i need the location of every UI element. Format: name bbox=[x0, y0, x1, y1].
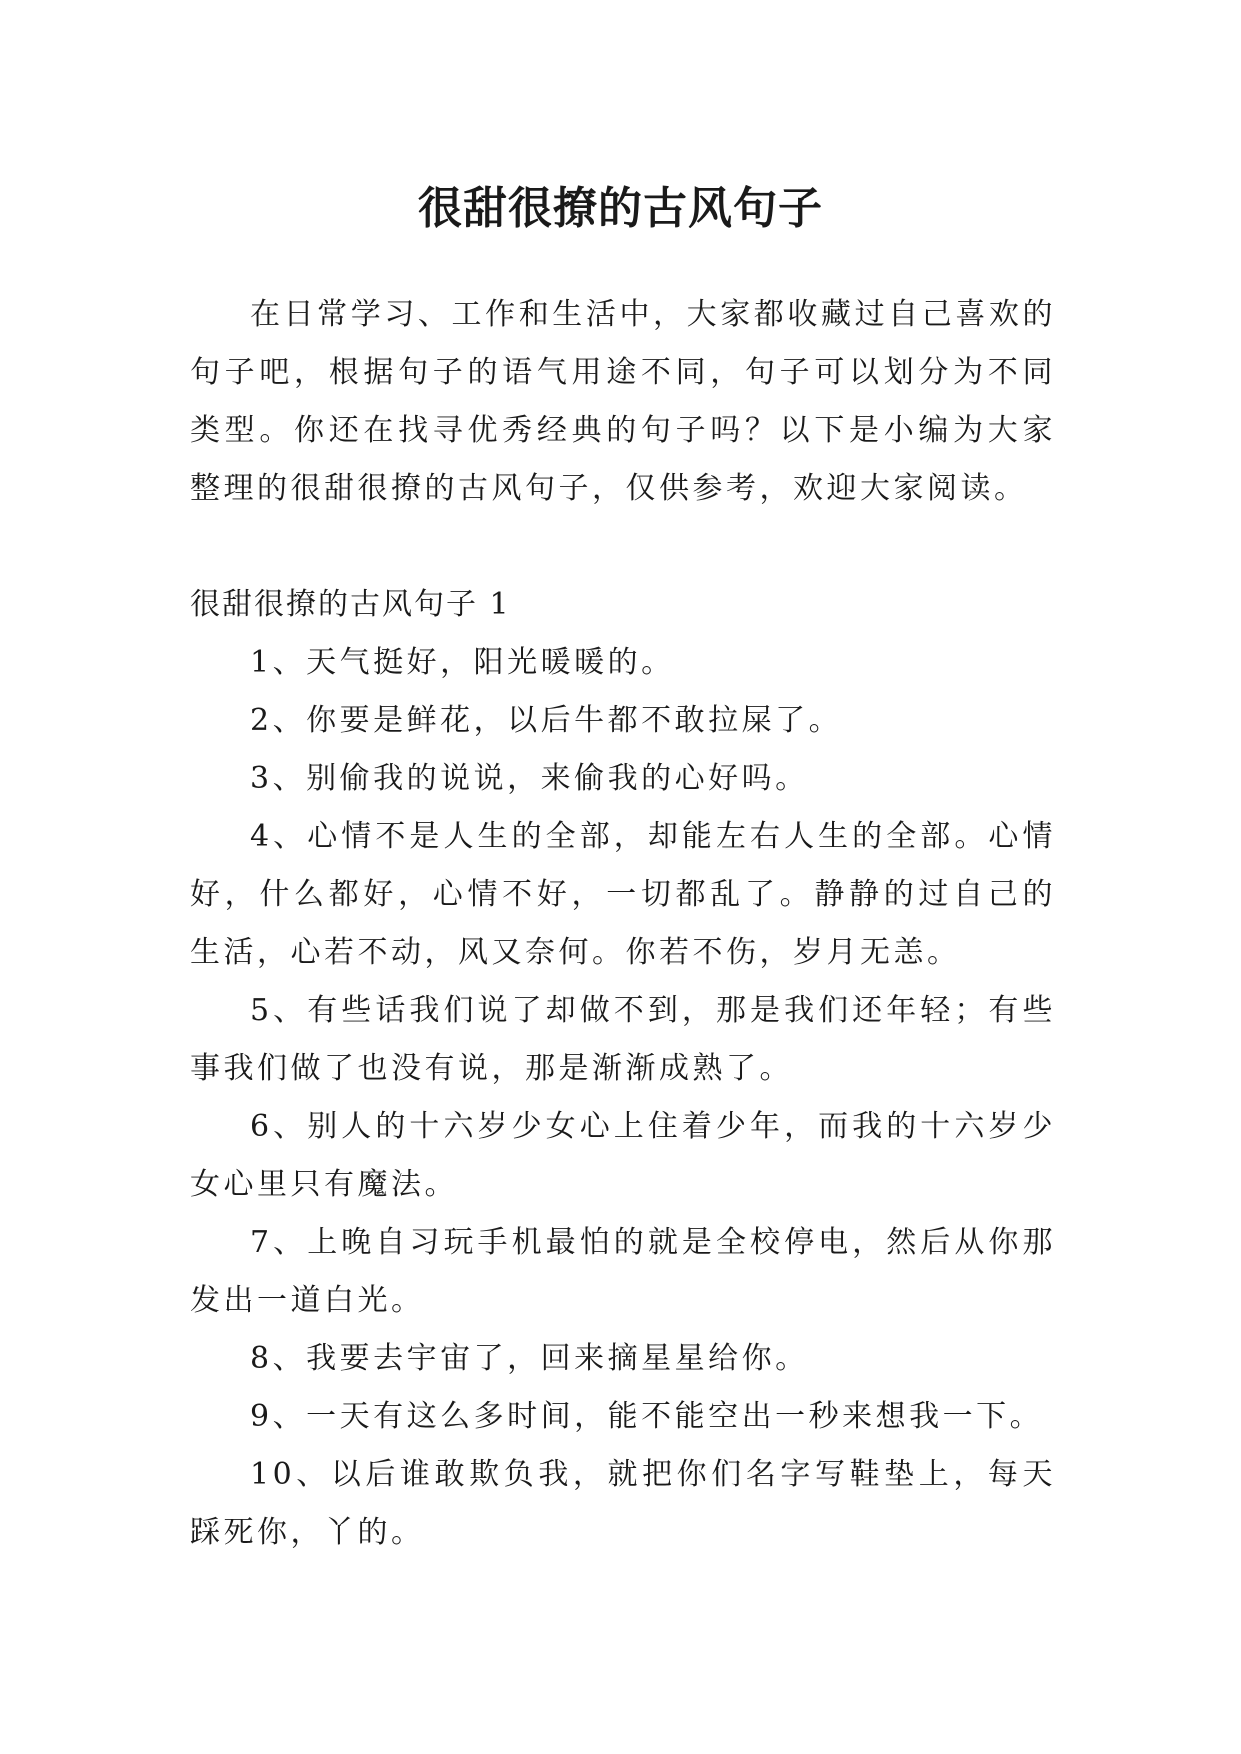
list-item: 2、你要是鲜花，以后牛都不敢拉屎了。 bbox=[250, 703, 843, 738]
intro-paragraph: 在日常学习、工作和生活中，大家都收藏过自己喜欢的句子吧，根据句子的语气用途不同，句子可以划分为不同类型。你还在找寻优秀经典的句子吗？以下是小编为大家整理的很甜很撩的古风句子，仅供参考，欢迎大家阅读。 bbox=[190, 297, 1056, 506]
document-title: 很甜很撩的古风句子 bbox=[418, 183, 823, 235]
list-item: 5、有些话我们说了却做不到，那是我们还年轻；有些事我们做了也没有说，那是渐渐成熟了。 bbox=[190, 993, 1056, 1086]
list-item: 8、我要去宇宙了，回来摘星星给你。 bbox=[250, 1341, 809, 1376]
list-item: 4、心情不是人生的全部，却能左右人生的全部。心情好，什么都好，心情不好，一切都乱了。静静的过自己的生活，心若不动，风又奈何。你若不伤，岁月无恙。 bbox=[190, 819, 1056, 970]
section-heading: 很甜很撩的古风句子 1 bbox=[190, 587, 511, 622]
list-item: 7、上晚自习玩手机最怕的就是全校停电，然后从你那发出一道白光。 bbox=[190, 1225, 1056, 1318]
list-item: 9、一天有这么多时间，能不能空出一秒来想我一下。 bbox=[250, 1399, 1044, 1434]
list-item: 10、以后谁敢欺负我，就把你们名字写鞋垫上，每天踩死你，丫的。 bbox=[190, 1457, 1056, 1550]
document-body bbox=[190, 286, 1056, 1562]
list-item: 6、别人的十六岁少女心上住着少年，而我的十六岁少女心里只有魔法。 bbox=[190, 1109, 1056, 1202]
list-item: 3、别偷我的说说，来偷我的心好吗。 bbox=[250, 761, 809, 796]
list-item: 1、天气挺好，阳光暖暖的。 bbox=[250, 645, 675, 680]
